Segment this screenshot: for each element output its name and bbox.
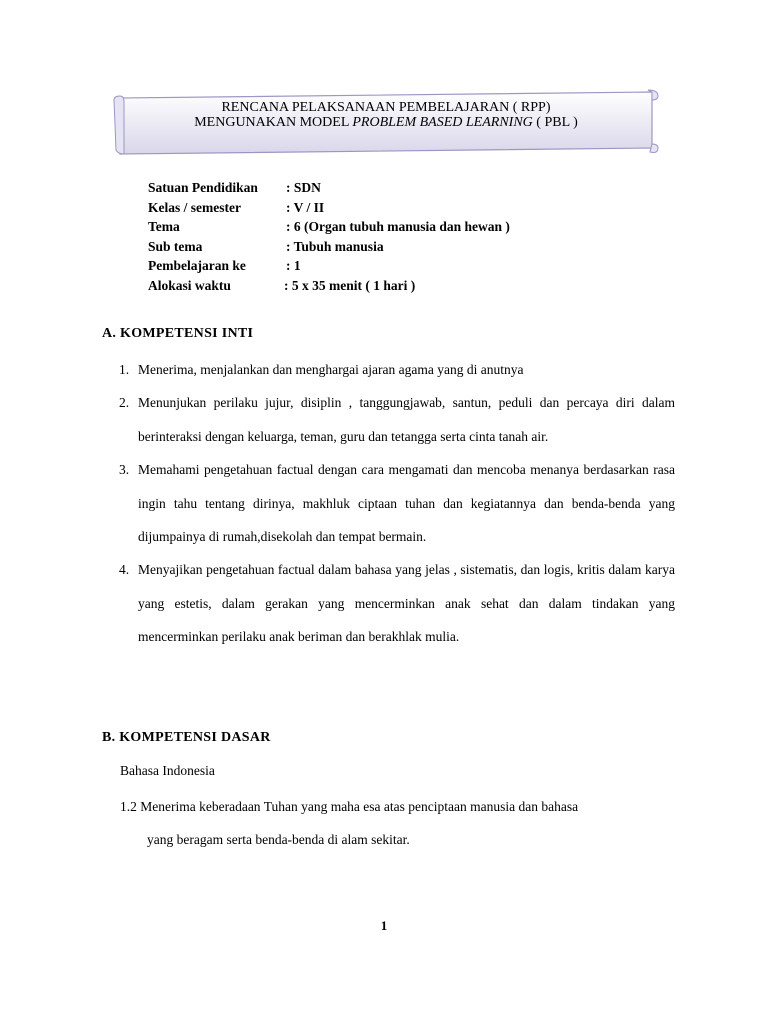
document-title (112, 100, 660, 130)
title-banner (112, 88, 660, 156)
list-item (119, 553, 675, 653)
kd-line-1: 1.2 Menerima keberadaan Tuhan yang maha esa atas penciptaan manusia dan bahasa (120, 799, 579, 814)
kd-line-2: yang beragam serta benda-benda di alam sekitar. (147, 832, 410, 847)
list-item-text: Menunjukan perilaku jujur, disiplin , tanggungjawab, santun, peduli dan percaya diri dalam berinteraksi dengan keluarga, teman, guru dan tetangga serta cinta tanah air. (138, 395, 675, 444)
kompetensi-dasar-item (120, 790, 680, 856)
info-value: : Tubuh manusia (286, 238, 384, 254)
info-label: Kelas / semester (148, 199, 241, 215)
list-item-number: 3. (119, 462, 130, 478)
info-label: Alokasi waktu (148, 277, 231, 293)
kompetensi-inti-list (119, 353, 675, 654)
list-item-text: Menerima, menjalankan dan menghargai ajaran agama yang di anutnya (138, 362, 524, 377)
info-label: Satuan Pendidikan (148, 180, 258, 195)
list-item (119, 386, 675, 453)
title-line-2-suffix: ( PBL ) (532, 115, 578, 130)
list-item-number: 1. (119, 362, 130, 377)
info-value: : SDN (286, 180, 321, 195)
info-value: : 5 x 35 menit ( 1 hari ) (284, 277, 416, 293)
info-label: Pembelajaran ke (148, 258, 246, 274)
list-item (119, 453, 675, 553)
title-line-2-prefix: MENGUNAKAN MODEL (194, 115, 353, 130)
list-item-text: Memahami pengetahuan factual dengan cara mengamati dan mencoba menanya berdasarkan rasa ingin tahu tentang dirinya, makhluk ciptaan tuhan dan kegiatannya dan benda-benda yang dijumpainya di rumah,disekolah dan tempat bermain. (138, 462, 675, 545)
title-line-1: RENCANA PELAKSANAAN PEMBELAJARAN ( RPP) (221, 100, 551, 115)
list-item (119, 353, 675, 386)
info-label: Tema (148, 219, 180, 235)
heading-kompetensi-inti: A. KOMPETENSI INTI (102, 326, 254, 341)
subject-label: Bahasa Indonesia (120, 763, 215, 778)
info-value: : V / II (286, 199, 325, 215)
heading-kompetensi-dasar: B. KOMPETENSI DASAR (102, 730, 271, 745)
info-value: : 6 (Organ tubuh manusia dan hewan ) (286, 219, 510, 235)
title-line-2 (112, 115, 660, 130)
list-item-number: 4. (119, 562, 130, 578)
page-number: 1 (380, 918, 388, 933)
info-value: : 1 (286, 258, 301, 274)
info-label: Sub tema (148, 238, 203, 254)
title-line-2-italic: PROBLEM BASED LEARNING (352, 115, 533, 130)
list-item-text: Menyajikan pengetahuan factual dalam bahasa yang jelas , sistematis, dan logis, kritis dalam karya yang estetis, dalam gerakan yang mencerminkan anak sehat dan dalam tindakan yang mencerminkan perilaku anak beriman dan berakhlak mulia. (138, 562, 675, 645)
list-item-number: 2. (119, 395, 130, 411)
